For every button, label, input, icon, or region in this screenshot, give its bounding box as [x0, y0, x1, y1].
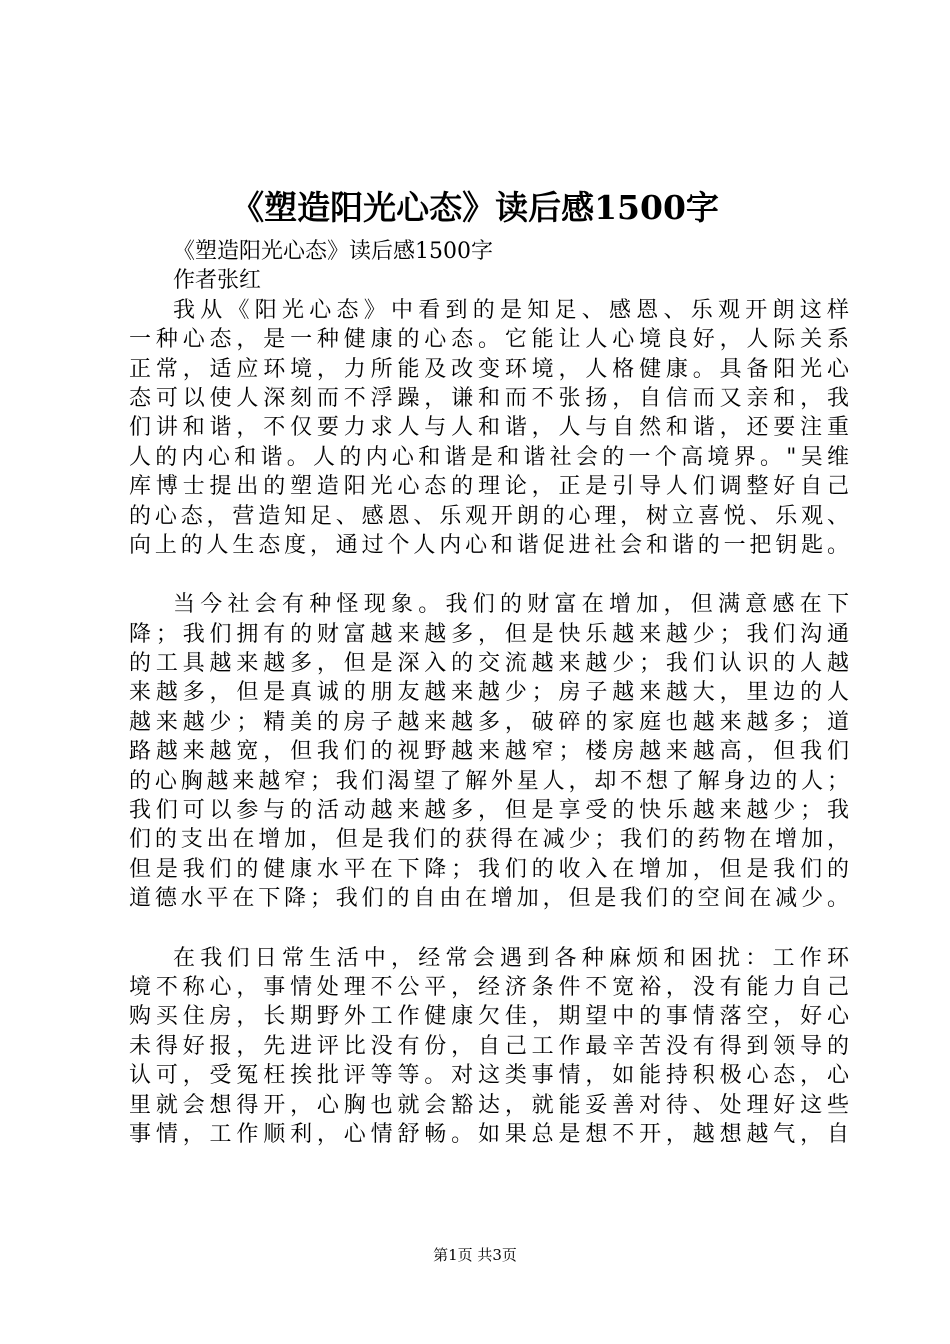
- paragraph-line: 态可以使人深刻而不浮躁，谦和而不张扬，自信而又亲和，我: [129, 385, 849, 411]
- paragraph-line: 事情，工作顺利，心情舒畅。如果总是想不开，越想越气，自: [129, 1121, 849, 1147]
- paragraph-line: 一种心态，是一种健康的心态。它能让人心境良好，人际关系: [129, 327, 849, 353]
- paragraph-line: 未得好报，先进评比没有份，自己工作最辛苦没有得到领导的: [129, 1033, 849, 1059]
- author-line: 作者张红: [173, 268, 262, 294]
- paragraph-1: [129, 296, 849, 561]
- subtitle-line: 《塑造阳光心态》读后感1500字: [173, 239, 493, 264]
- paragraph-line: 认可，受冤枉挨批评等等。对这类事情，如能持积极心态，心: [129, 1063, 849, 1089]
- paragraph-line: 库博士提出的塑造阳光心态的理论，正是引导人们调整好自己: [129, 474, 849, 500]
- paragraph-line: 向上的人生态度，通过个人内心和谐促进社会和谐的一把钥匙。: [129, 532, 849, 558]
- paragraph-line: 来越多，但是真诚的朋友越来越少；房子越来越大，里边的人: [129, 680, 849, 706]
- paragraph-line: 人的内心和谐。人的内心和谐是和谐社会的一个高境界。"吴维: [129, 444, 849, 470]
- paragraph-line: 道德水平在下降；我们的自由在增加，但是我们的空间在减少。: [129, 886, 849, 912]
- paragraph-line: 们讲和谐，不仅要力求人与人和谐，人与自然和谐，还要注重: [129, 415, 849, 441]
- paragraph-line: 购买住房，长期野外工作健康欠佳，期望中的事情落空，好心: [129, 1004, 849, 1030]
- document-title: 《塑造阳光心态》读后感1500字: [231, 188, 719, 227]
- paragraph-line: 路越来越宽，但我们的视野越来越窄；楼房越来越高，但我们: [129, 739, 849, 765]
- paragraph-line: 越来越少；精美的房子越来越多，破碎的家庭也越来越多；道: [129, 709, 849, 735]
- paragraph-line: 但是我们的健康水平在下降；我们的收入在增加，但是我们的: [129, 856, 849, 882]
- paragraph-gap: [129, 914, 849, 944]
- paragraph-gap: [129, 560, 849, 590]
- page-footer: 第1页 共3页: [433, 1246, 517, 1264]
- paragraph-line: 的工具越来越多，但是深入的交流越来越少；我们认识的人越: [129, 651, 849, 677]
- paragraph-line: 正常，适应环境，力所能及改变环境，人格健康。具备阳光心: [129, 356, 849, 382]
- paragraph-line: 的心胸越来越窄；我们渴望了解外星人，却不想了解身边的人；: [129, 768, 849, 794]
- paragraph-line: 在我们日常生活中，经常会遇到各种麻烦和困扰：工作环: [173, 945, 849, 971]
- paragraph-line: 当今社会有种怪现象。我们的财富在增加，但满意感在下: [173, 592, 849, 618]
- paragraph-line: 里就会想得开，心胸也就会豁达，就能妥善对待、处理好这些: [129, 1092, 849, 1118]
- paragraph-line: 我们可以参与的活动越来越多，但是享受的快乐越来越少；我: [129, 798, 849, 824]
- document-body: [129, 237, 849, 1149]
- paragraph-line: 们的支出在增加，但是我们的获得在减少；我们的药物在增加，: [129, 827, 849, 853]
- paragraph-3: [129, 944, 849, 1150]
- paragraph-line: 我从《阳光心态》中看到的是知足、感恩、乐观开朗这样: [173, 297, 849, 323]
- paragraph-line: 境不称心，事情处理不公平，经济条件不宽裕，没有能力自己: [129, 974, 849, 1000]
- paragraph-line: 降；我们拥有的财富越来越多，但是快乐越来越少；我们沟通: [129, 621, 849, 647]
- paragraph-line: 的心态，营造知足、感恩、乐观开朗的心理，树立喜悦、乐观、: [129, 503, 849, 529]
- paragraph-2: [129, 590, 849, 913]
